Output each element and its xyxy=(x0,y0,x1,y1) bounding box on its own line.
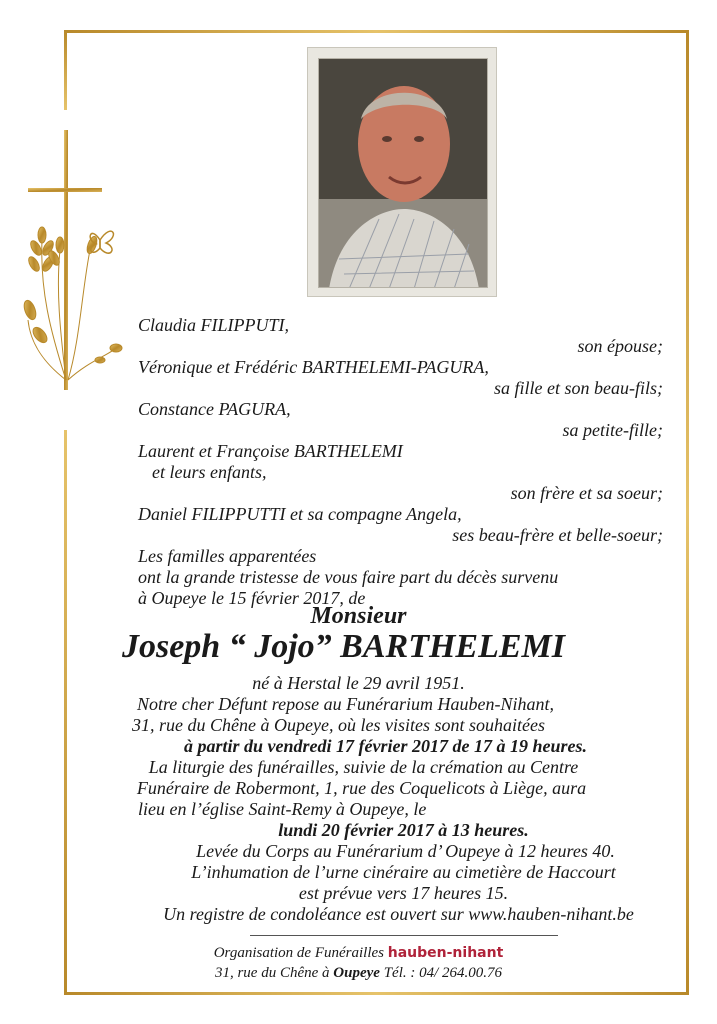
families-line-3: à Oupeye le 15 février 2017, de xyxy=(138,588,366,608)
visit-times: à partir du vendredi 17 février 2017 de 17 à 19 heures. xyxy=(184,736,587,756)
portrait-photo xyxy=(318,58,488,288)
ceremony-time: lundi 20 février 2017 à 13 heures. xyxy=(278,820,529,840)
detail-line-10: est prévue vers 17 heures 15. xyxy=(298,883,509,903)
family-veronique: Véronique et Frédéric BARTHELEMI-PAGURA, xyxy=(138,357,489,377)
detail-line-2: 31, rue du Chêne à Oupeye, où les visites sont souhaitées xyxy=(132,715,545,735)
family-laurent: Laurent et Françoise BARTHELEMI xyxy=(138,441,403,461)
brand-logo: hauben-nihant xyxy=(387,945,504,961)
footer-address-prefix: 31, rue du Chêne à xyxy=(214,965,330,981)
frame-left-top xyxy=(64,30,67,110)
portrait-frame xyxy=(307,47,497,297)
family-laurent-relation: son frère et sa soeur; xyxy=(510,483,663,503)
detail-line-5: Funéraire de Robermont, 1, rue des Coquelicots à Liège, aura xyxy=(136,778,587,798)
family-constance-relation: sa petite-fille; xyxy=(562,420,663,440)
family-claudia: Claudia FILIPPUTI, xyxy=(138,315,289,335)
family-daniel-relation: ses beau-frère et belle-soeur; xyxy=(452,525,663,545)
footer-org-prefix: Organisation de Funérailles xyxy=(213,945,384,961)
detail-line-4: La liturgie des funérailles, suivie de la crémation au Centre xyxy=(148,757,579,777)
families-line-1: Les familles apparentées xyxy=(138,546,317,566)
detail-line-6: lieu en l’église Saint-Remy à Oupeye, le xyxy=(138,799,427,819)
detail-line-9: L’inhumation de l’urne cinéraire au cimetière de Haccourt xyxy=(191,862,616,882)
wheat-icon xyxy=(22,227,122,380)
footer-separator xyxy=(250,935,558,936)
frame-top xyxy=(64,30,689,33)
frame-bottom xyxy=(64,992,689,995)
condolence-register: Un registre de condoléance est ouvert sur www.hauben-nihant.be xyxy=(163,904,634,924)
footer-organisation xyxy=(0,945,717,962)
family-daniel: Daniel FILIPPUTTI et sa compagne Angela, xyxy=(138,504,462,524)
family-laurent-children: et leurs enfants, xyxy=(152,462,267,482)
deceased-birth: né à Herstal le 29 avril 1951. xyxy=(252,673,465,693)
family-veronique-relation: sa fille et son beau-fils; xyxy=(494,378,663,398)
detail-line-8: Levée du Corps au Funérarium d’ Oupeye à 12 heures 40. xyxy=(196,841,615,861)
family-claudia-relation: son épouse; xyxy=(577,336,663,356)
detail-line-1: Notre cher Défunt repose au Funérarium Hauben-Nihant, xyxy=(136,694,555,714)
family-constance: Constance PAGURA, xyxy=(138,399,291,419)
deceased-name: Joseph “ Jojo” BARTHELEMI xyxy=(121,628,565,665)
footer-address xyxy=(0,965,717,982)
footer-phone: Tél. : 04/ 264.00.76 xyxy=(383,965,503,981)
deceased-title: Monsieur xyxy=(310,603,407,629)
families-line-2: ont la grande tristesse de vous faire part du décès survenu xyxy=(138,567,559,587)
footer-address-town: Oupeye xyxy=(333,965,380,981)
cross-icon xyxy=(20,130,130,390)
